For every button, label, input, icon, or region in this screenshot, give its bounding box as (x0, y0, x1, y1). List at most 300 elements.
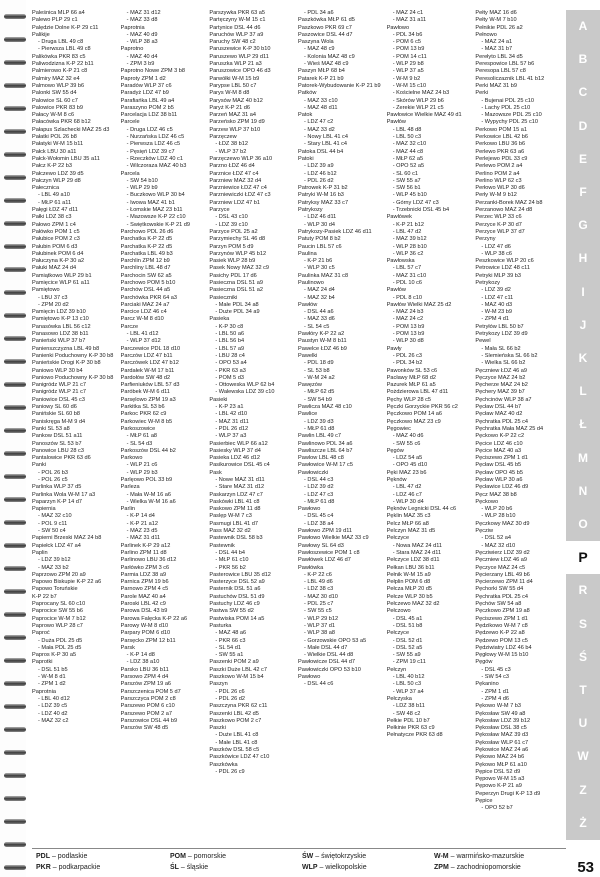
index-entry: Pęgów (475, 659, 493, 666)
index-entry: - ŚW 54 c3 (481, 674, 510, 681)
thumb-index-letter: Ł (579, 417, 587, 432)
index-entry: - LBL 50 c3 (392, 134, 422, 141)
index-entry: Pękosław ŚW 49 a8 (475, 710, 526, 717)
index-entry: Parznice ŁDZ 47 c4 (209, 170, 259, 177)
binding-ring (4, 60, 26, 65)
index-entry: - POM 5 d3 (215, 374, 244, 381)
binding-ring (4, 451, 26, 456)
index-entry: Patrowek K-P 31 b2 (298, 185, 348, 192)
index-entry: Pałuczyna K-P 30 a2 (32, 258, 85, 265)
thumb-index-letter: W (577, 749, 589, 764)
thumb-index-letter: M (578, 450, 588, 465)
index-entry: - ŚL 60 c1 (392, 170, 418, 177)
index-entry: Parlino ZPM 11 d8 (120, 549, 167, 556)
index-entry: Panigródz WLP 21 c7 (32, 389, 87, 396)
index-entry: Pęchorki ŚW 55 d4 (475, 586, 524, 593)
index-entry: Parchocin ŚW 62 a5 (120, 272, 172, 279)
index-entry: Paszki (209, 725, 226, 732)
index-entry: - Stary LBL 41 c4 (304, 141, 348, 148)
thumb-index-letter: N (578, 483, 588, 498)
index-entry: - Pierwsza LBL 49 c8 (38, 46, 91, 53)
thumb-index-letter: B (578, 52, 588, 67)
index-entry: - DŚL 52 a4 (481, 535, 512, 542)
thumb-index-letter: Ś (578, 649, 587, 664)
index-entry: Parcele (120, 119, 140, 126)
thumb-index-letter: F (579, 185, 587, 199)
index-entry: - LBL 41 d12 (126, 331, 159, 338)
index-entry: Pawlicza MAZ 48 c10 (298, 404, 352, 411)
binding-ring (4, 267, 26, 272)
index-entry: - W-M 9 b2 (392, 75, 421, 82)
binding-ring (4, 221, 26, 226)
binding-ring (4, 405, 26, 410)
index-entry: Pęcziwierz LDZ 39 d2 (475, 549, 530, 556)
index-entry: Pałcz K-P 22 b3 (32, 163, 73, 170)
index-entry: Paproć (32, 630, 50, 637)
index-entry: Paszki Duże LBL 42 c7 (209, 666, 267, 673)
thumb-index-letter: I (581, 284, 585, 299)
index-entry: Peresoliczaznik LBL 41 b12 (475, 75, 545, 82)
index-entry: Patuty POM 8 b2 (298, 236, 341, 243)
index-entry: Pęckowo K-P 22 c2 (475, 433, 525, 440)
index-entry: Parzeńsko ZPM 19 d9 (209, 119, 265, 126)
index-entry: Pęchy WLP 28 c5 (386, 396, 432, 403)
index-entry: - MAZ 33 d8 (126, 17, 158, 24)
index-entry: - Nurzańska LDZ 46 c5 (126, 134, 185, 141)
index-entry: Perlino WLP 62 c3 (475, 177, 522, 184)
index-entry: - ŚL 54 d1 (215, 644, 241, 651)
index-entry: - Walewska LDZ 39 c10 (215, 389, 275, 396)
index-entry: Pęczyce MAZ 24 c5 (475, 564, 526, 571)
index-entry: - PDL 25 c7 (304, 601, 334, 608)
index-entry: Paprocice ŚW 55 b6 (32, 608, 83, 615)
index-entry: Petrykozy LDZ 39 d9 (475, 331, 528, 338)
index-entry: - Wielka ŚL 66 b2 (481, 360, 526, 367)
index-entry: Pawłów (386, 287, 406, 294)
index-entry: Petryki MLP 39 b3 (475, 272, 521, 279)
index-entry: Pęchratka PDL 25 c4 (475, 418, 529, 425)
index-entry: Pęchcinów WLP 38 a7 (475, 396, 532, 403)
index-entry: Parsęlowo ZPM 19 a3 (120, 396, 176, 403)
index-entry: Pałatki POL 26 b8 (32, 134, 77, 141)
index-entry: - Żerekie WLP 21 c5 (392, 104, 444, 111)
index-column-1 (32, 10, 117, 842)
index-entry: Paprotki (32, 659, 53, 666)
index-entry: Pasterowice LBU 35 d12 (209, 571, 271, 578)
index-entry: Parchliny LBL 48 d7 (120, 265, 171, 272)
index-entry: - LDZ 47 c2 (304, 119, 334, 126)
index-entry: - MAZ 24 c1 (392, 10, 424, 16)
index-entry: - DŚL 45 a1 (392, 615, 423, 622)
index-entry: Perzanki-Borek MAZ 24 b8 (475, 199, 543, 206)
index-entry: Pełczyce LDZ 38 d11 (386, 557, 440, 564)
index-entry: - POM 13 b9 (392, 323, 425, 330)
index-entry: Pękanino (475, 681, 499, 688)
index-entry: - DŚL 45 c3 (481, 666, 511, 673)
index-entry: Pawłowiczki (298, 469, 329, 476)
index-entry: Paszenki LBL 42 d5 (209, 710, 259, 717)
index-entry: Pęcierzewo ZPM 11 d4 (475, 579, 533, 586)
index-entry: Papowo Toruńskie (32, 586, 78, 593)
index-entry: Parowa Falęcka K-P 22 a6 (120, 615, 188, 622)
index-entry: - Rzeczków LDZ 40 c1 (126, 155, 183, 162)
index-entry: - POL 26 b3 (38, 469, 68, 476)
index-entry: Pęciszewo ZPM 1 d1 (475, 615, 528, 622)
index-entry: - LBL 56 b4 (215, 338, 245, 345)
index-entry: - MAZ 32 c10 (38, 513, 72, 520)
index-entry: Paulinowo (298, 279, 324, 286)
index-entry: - PDL 34 b2 (392, 360, 423, 367)
index-entry: Pawlin LBL 49 c7 (298, 433, 342, 440)
index-entry: Parafiańka LBL 49 a4 (120, 97, 175, 104)
index-entry: - LBL 48 d8 (392, 126, 422, 133)
index-entry: Paszyna Wola (298, 39, 334, 46)
index-entry: - MAZ 31 d11 (215, 418, 249, 425)
index-entry: Parchówka PKR 64 a3 (120, 294, 177, 301)
index-entry: - OPO 52 a5 (392, 163, 425, 170)
index-entry: - PDL 10 c6 (392, 279, 423, 286)
index-entry: Parpary POM 6 d10 (120, 630, 171, 637)
index-entry: Pamiątkowo WLP 29 b1 (32, 272, 92, 279)
index-entry: Parkowiec W-M 8 b5 (120, 418, 173, 425)
index-entry: - POM 13 b9 (392, 46, 425, 53)
index-entry: - ZPM 1 d2 (38, 681, 66, 688)
index-entry: Pałęgi ŁDZ 47 d11 (32, 207, 78, 214)
index-entry: - DŚL 51 b5 (38, 666, 68, 673)
binding-ring (4, 382, 26, 387)
index-entry: - POM 13 b9 (392, 331, 425, 338)
binding-ring (4, 198, 26, 203)
index-entry: - ZPM 19 c11 (392, 659, 426, 666)
index-entry: Pantalowice PKR 63 d6 (32, 455, 91, 462)
index-entry: - MAZ 31 d11 (126, 535, 161, 542)
index-entry: - ŚW 55 c6 (392, 440, 421, 447)
index-entry: - LBL 57 c7 (392, 265, 422, 272)
index-entry: Parnica ZPM 19 b6 (120, 579, 169, 586)
index-entry: Parlęowo POL 33 b9 (120, 477, 173, 483)
index-entry: - WLP 37 a5 (392, 68, 424, 75)
index-entry: Palowice ŚL 60 c7 (32, 97, 78, 104)
index-entry: Pacławy MŁP 68 d2 (386, 374, 437, 381)
index-entry: Parzew WLP 37 b10 (209, 126, 261, 133)
index-entry: Pawłowiczki OPO 53 b10 (298, 666, 361, 673)
index-column-4 (298, 10, 383, 842)
index-entry: Pełczyn (386, 666, 407, 673)
index-entry: Parzno ŁDZ 46 d4 (209, 163, 255, 170)
index-entry: Paniskręga M-M 9 d4 (32, 418, 86, 425)
index-entry: Parchowo POM 5 b10 (120, 279, 176, 286)
index-entry: - K-P 21 b12 (392, 221, 424, 228)
index-entry: Pełczyce (386, 630, 410, 637)
index-entry: Perzec WLP 33 c6 (475, 214, 522, 221)
index-entry: Pawłów (386, 119, 406, 126)
index-entry: - K-P 23 a1 (215, 404, 244, 411)
index-entry: Parzyce POL 25 a2 (209, 228, 258, 235)
index-entry: Panienszczyzna LBL 49 b8 (32, 345, 100, 352)
binding-ring (4, 129, 26, 134)
index-entry: Pełplin POM 6 d8 (386, 579, 431, 586)
index-entry: Partynice DŚL 44 d6 (209, 24, 261, 31)
index-entry: Paruszowice OPO 46 d3 (209, 68, 271, 75)
index-entry: - Małe PDL 34 a8 (215, 301, 259, 308)
index-column-5 (387, 10, 472, 842)
index-entry: Pełty W-M 7 b10 (475, 17, 517, 24)
index-entry: Pelcz MŁP 66 a8 (386, 520, 429, 527)
index-entry: Perzyce K-P 30 d7 (475, 221, 522, 228)
index-entry: Palmierowo K-P 21 c8 (32, 68, 88, 75)
index-entry: Paróbek W-M 6 d11 (120, 389, 170, 396)
index-entry: - ZPM 1 d1 (481, 688, 510, 695)
index-entry: Perki MAZ 31 b9 (475, 82, 518, 89)
index-entry: Palonki ŚW 55 d4 (32, 90, 77, 97)
index-entry: - LDZ 38 a10 (126, 659, 160, 666)
index-entry: Parchatka K-P 22 d5 (120, 243, 173, 250)
index-entry: Parcz W-M 8 d10 (120, 316, 164, 323)
index-entry: Pawłówek LDZ 46 d7 (298, 557, 351, 564)
index-entry: Parlin (120, 506, 135, 513)
binding-ring (4, 244, 26, 249)
index-entry: - K-P 22 c6 (304, 571, 332, 578)
index-entry: Paszczyna PKR 62 c11 (209, 703, 268, 710)
index-entry: Parcze (120, 323, 139, 330)
index-entry: Parczów LDZ 47 b11 (120, 352, 173, 359)
index-entry: Pasek Nowy MAZ 32 c9 (209, 265, 270, 272)
index-entry: - Pierwsza LDZ 46 c5 (126, 141, 181, 148)
index-entry: Pęgowiec (386, 425, 411, 432)
index-entry: Pęchery MAZ 39 b7 (475, 389, 525, 396)
index-entry: Parzynów WLP 45 b12 (209, 250, 267, 257)
index-entry: Pardołów ŚW 48 d2 (120, 374, 171, 381)
index-entry: Panienki Poduchowny K-P 30 b8 (32, 352, 114, 359)
binding-ring (4, 566, 26, 571)
index-entry: Pęchratka Mała MAZ 25 d4 (475, 425, 544, 432)
index-entry: - WLP 37 b2 (215, 148, 247, 155)
alphabet-thumb-index (566, 10, 600, 840)
index-entry: Patrykozy (298, 207, 323, 214)
index-entry: Paleśnica MLP 66 a4 (32, 10, 85, 16)
index-entry: Pawłowice Wielkie MAZ 49 d1 (386, 112, 462, 119)
binding-ring (4, 497, 26, 502)
index-entry: - MŁP 61 a8 (126, 433, 158, 440)
index-entry: Pędzikowo W-M 7 c8 (475, 622, 528, 629)
binding-ring (4, 290, 26, 295)
index-entry: Pękowice MAZ 24 a6 (475, 746, 529, 753)
index-entry: - Nowe MAZ 31 d11 (215, 477, 265, 483)
index-entry: Pęcziw (475, 528, 494, 535)
binding-ring (4, 313, 26, 318)
index-entry: Parszczenica POM 5 d7 (120, 688, 181, 695)
index-entry: - MAZ 31 d12 (126, 10, 161, 16)
index-entry: Pełkan LBU 36 b11 (386, 564, 435, 571)
index-entry: Pasieka LDZ 46 d12 (209, 455, 261, 462)
index-entry: Perkowo LBU 36 b6 (475, 141, 526, 148)
index-entry: Paszkówka MŁP 61 d5 (298, 17, 355, 24)
index-entry: - WLP 30 d8 (392, 338, 424, 345)
index-entry: Parzniew MAZ 32 d4 (209, 177, 262, 184)
index-entry: Pastwa ŚW 55 d2 (209, 608, 254, 615)
index-entry: Pęcław OPO 45 b5 (475, 469, 523, 476)
index-entry: - WLP 29 b3 (126, 469, 158, 476)
index-entry: Pałecznica (32, 185, 60, 192)
index-entry: - LBL 47 d2 (392, 228, 422, 235)
index-entry: - Mała PDL 25 d5 (38, 644, 82, 651)
index-entry: - LBU 28 c4 (215, 352, 245, 359)
index-entry: - WLP 38 c6 (481, 250, 513, 257)
index-entry: Pełnikie PDL 26 a2 (475, 24, 523, 31)
index-entry: Pastewnik (209, 542, 235, 549)
index-entry: - Wilczoraza MAZ 40 b3 (126, 163, 187, 170)
binding-ring (4, 612, 26, 617)
index-entry: Pankow DŚL 51 a11 (32, 433, 83, 440)
index-entry: - LBL 47 d2 (392, 484, 422, 491)
index-entry: Parzęczewo WLP 36 a10 (209, 155, 273, 162)
index-entry: Pawonków ŚL 53 c6 (386, 367, 438, 374)
index-entry: Pawłowicze DŚL 44 d7 (298, 659, 356, 666)
index-entry: Parkowo (120, 455, 143, 462)
index-entry: Pęcławice LDZ 46 d9 (475, 484, 529, 491)
index-entry: Pawły (386, 345, 402, 352)
index-entry: - ŚW 55 a1 (215, 652, 244, 659)
index-entry: Pałacówka PKR 68 b12 (32, 119, 91, 126)
page-number: 53 (577, 859, 594, 876)
index-entry: Paryż K-P 21 d6 (209, 104, 250, 111)
index-entry: - LDZ 39 d3 (304, 418, 334, 425)
index-entry: Pamiętowo K-P 13 c10 (32, 316, 89, 323)
index-entry: Pastuchów DŚL 51 d9 (209, 593, 265, 600)
index-entry: Pasmugi LBL 41 d7 (209, 520, 258, 527)
index-entry: Panowice LBU 28 c3 (32, 447, 84, 454)
index-entry: Pawelce ŁDZ 46 b9 (298, 345, 347, 352)
index-entry: - WLP 30 d4 (304, 221, 336, 228)
index-entry: - PDL 8 c10 (392, 294, 423, 301)
index-entry: Pawłóry K-P 22 a2 (298, 331, 345, 338)
binding-ring (4, 773, 26, 778)
index-entry: Pamięcice WLP 61 a11 (32, 279, 90, 286)
index-entry: Parchatka K-P 22 d5 (120, 236, 173, 243)
index-entry: - WLP 37 a4 (392, 688, 424, 695)
index-entry: Parszczyca POM 2 c8 (120, 695, 176, 702)
index-entry: Panoszów ŚL 53 b7 (32, 440, 82, 447)
index-entry: - MAZ 40 d6 (392, 433, 424, 440)
index-entry: Paproty ZPM 1 d2 (120, 75, 166, 82)
index-entry: Pasturka (209, 622, 232, 629)
thumb-index-letter: O (578, 517, 588, 531)
binding-ring (4, 83, 26, 88)
index-entry: Pasierbiec WLP 66 a12 (209, 440, 268, 447)
index-entry: Parsk (120, 644, 135, 651)
thumb-index-letter: H (578, 251, 588, 266)
index-entry: Paparzyn K-P 14 d7 (32, 498, 82, 505)
index-entry: - MAZ 24 a1 (481, 39, 513, 46)
index-entry: Paniowo WLP 30 b4 (32, 367, 83, 374)
index-entry: Paskarzyn LDZ 47 c7 (209, 491, 263, 498)
index-entry: - WLP 30 c5 (304, 265, 335, 272)
index-entry: Paucin LBL 57 c6 (298, 243, 342, 250)
index-entry: - Buczkowo WLP 30 b4 (126, 192, 185, 199)
index-entry: Pawlinowo PDL 34 a6 (298, 440, 353, 447)
index-entry: Perły W-M 9 b12 (475, 192, 517, 199)
index-entry: Perzanowo MAZ 24 d8 (475, 207, 533, 214)
index-entry: - ŚW 54 b10 (126, 177, 158, 184)
thumb-index-letter: Ż (579, 815, 587, 830)
index-entry: - OPO 53 a4 (215, 360, 247, 367)
binding-ring (4, 681, 26, 686)
index-entry: - LDZ 39 b12 (38, 557, 71, 564)
index-entry: - ŚL 54 d3 (126, 440, 153, 447)
index-entry: - MAZ 40 d4 (126, 53, 158, 60)
index-entry: Parłówko ZPM 3 c6 (120, 564, 170, 571)
index-entry: - OPO 45 d10 (392, 462, 428, 469)
index-entry: - W-M 24 a2 (304, 374, 335, 381)
index-entry: - ŚW 50 c4 (38, 528, 66, 535)
index-entry: Papros K-P 30 a5 (32, 652, 77, 659)
index-entry: Pępice (475, 798, 493, 805)
index-entry: Patrykozy-Pasiek LDZ 46 d11 (298, 228, 372, 235)
index-entry: - LDZ 38 a4 (304, 520, 334, 527)
index-entry: Paprotno Nowe ZPM 3 b8 (120, 68, 186, 75)
index-entry: Pamięcin LDZ 39 b10 (32, 309, 86, 316)
index-entry: Pęcław WLP 30 a6 (475, 477, 523, 483)
index-entry: Pęgów (386, 447, 404, 454)
index-entry: - DŚL 43 c10 (215, 214, 248, 221)
legend-item: PDL – podlaskie (36, 853, 88, 860)
thumb-index-letter: L (579, 384, 587, 399)
index-entry: - LBU 37 c3 (38, 294, 68, 301)
index-entry: Pęczniew ŁDZ 46 a9 (475, 557, 527, 564)
index-entry: Pędziwiatry LDZ 46 b4 (475, 644, 532, 651)
index-entry: - WLP 38 a3 (126, 39, 158, 46)
index-entry: Parzymiechy ŚL 46 d8 (209, 236, 266, 243)
index-entry: Pasternik DŚL 51 a6 (209, 586, 261, 593)
index-columns (32, 10, 560, 842)
index-entry: - WLP 29 b8 (392, 61, 424, 68)
binding-ring (4, 359, 26, 364)
index-entry: Pasiek WLP 28 b9 (209, 258, 256, 265)
index-entry: Peszkowice WLP 20 c6 (475, 258, 534, 265)
index-entry: Pamiętowo (32, 287, 60, 294)
index-entry: Paustyn W-M 8 b11 (298, 338, 347, 345)
index-entry: Pełnatycze PKR 63 d8 (386, 732, 443, 739)
index-entry: Parkitka ŚL 53 b6 (120, 404, 165, 411)
index-entry: Parlinowo LBU 36 d12 (120, 557, 177, 564)
index-entry: Pełczewo MAZ 32 d2 (386, 601, 440, 608)
index-entry: - ZPM 4 d1 (481, 316, 510, 323)
index-entry: - LDZ 46 b12 (304, 170, 337, 177)
index-entry: - ZPM 4 d6 (481, 695, 510, 702)
index-entry: Petryłów LBL 50 b7 (475, 323, 524, 330)
index-entry: Perlino POM 2 a4 (475, 170, 520, 177)
index-entry: - POL 9 c11 (38, 520, 68, 527)
index-entry: Parlinka Wola W-M 17 a3 (32, 491, 96, 498)
index-entry: Pęchratka PDL 25 c4 (475, 593, 529, 600)
index-column-6 (475, 10, 560, 842)
index-entry: Pępowo W-M 15 a3 (475, 776, 525, 783)
index-entry: Paroski LBL 42 c9 (120, 601, 166, 608)
index-entry: Parszywka PKR 63 a5 (209, 10, 265, 16)
index-entry: - ŚW 55 c5 (304, 608, 332, 615)
index-entry: Pałubin POM 6 d3 (32, 243, 78, 250)
index-entry: Pęczkowo ZPM 19 a8 (475, 608, 530, 615)
index-entry: - WLP 29 b12 (304, 615, 339, 622)
index-entry: Pałówko POM 1 c5 (32, 228, 80, 235)
index-entry: - Nowy LBL 41 c4 (304, 134, 348, 141)
index-entry: - MAZ 23 d5 (126, 528, 158, 535)
index-entry: - Ottoweska WLP 62 b4 (215, 382, 275, 389)
index-entry: - ŚL 53 b8 (304, 367, 330, 374)
index-entry: Parcice LDZ 46 c4 (120, 309, 167, 316)
index-entry: - LDZ 47 d6 (481, 243, 511, 250)
thumb-index-letter: E (578, 151, 587, 166)
